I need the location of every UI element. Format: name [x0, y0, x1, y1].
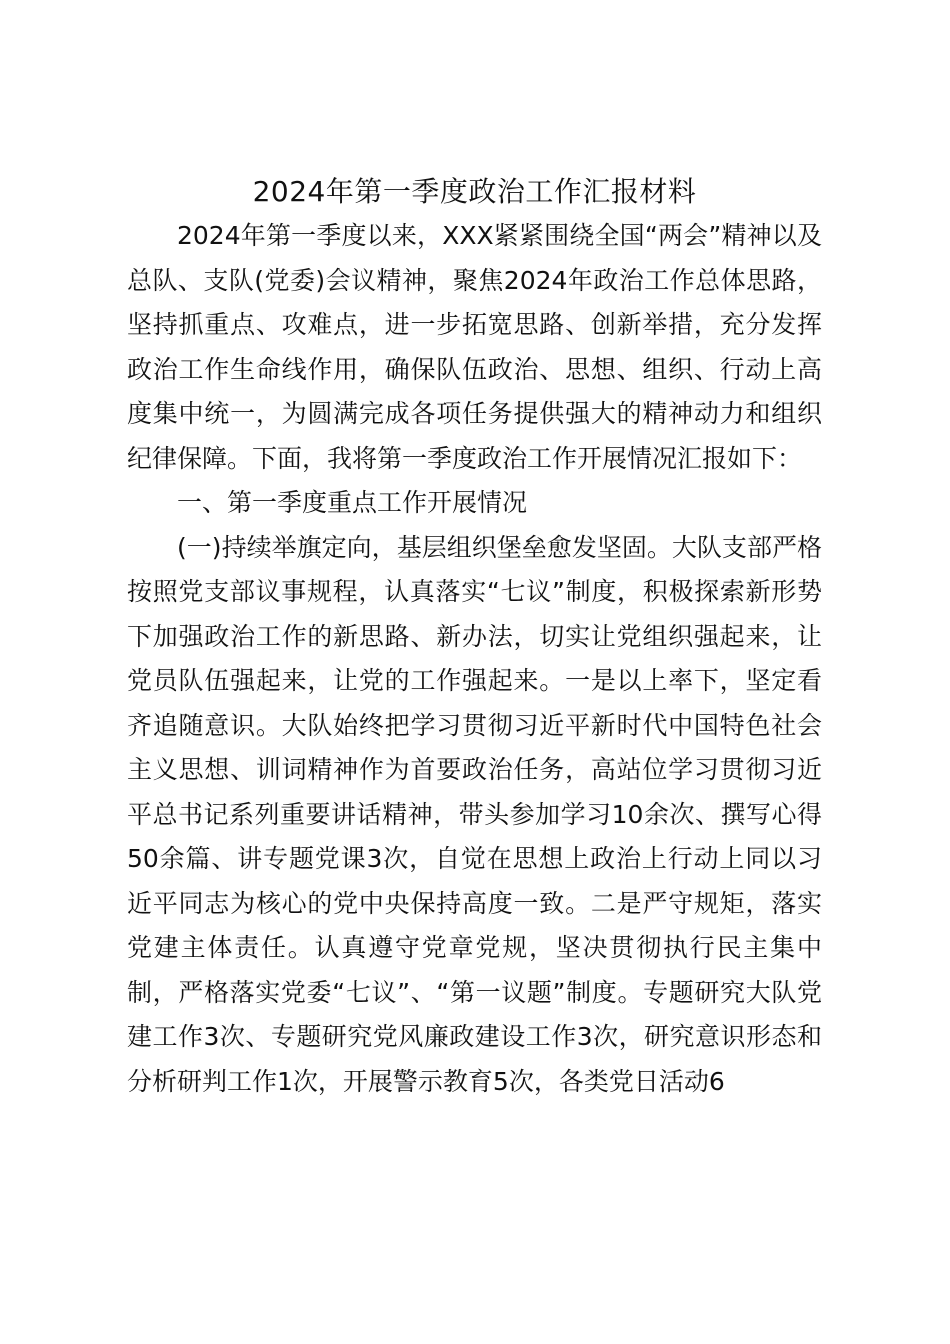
document-page	[127, 170, 822, 1104]
body-paragraph: (一)持续举旗定向，基层组织堡垒愈发坚固。大队支部严格按照党支部议事规程，认真落实“七议”制度，积极探索新形势下加强政治工作的新思路、新办法，切实让党组织强起来，让党员队伍强起来，让党的工作强起来。一是以上率下，坚定看齐追随意识。大队始终把学习贯彻习近平新时代中国特色社会主义思想、训词精神作为首要政治任务，高站位学习贯彻习近平总书记系列重要讲话精神，带头参加学习10余次、撰写心得50余篇、讲专题党课3次，自觉在思想上政治上行动上同以习近平同志为核心的党中央保持高度一致。二是严守规矩，落实党建主体责任。认真遵守党章党规，坚决贯彻执行民主集中制，严格落实党委“七议”、“第一议题”制度。专题研究大队党建工作3次、专题研究党风廉政建设工作3次，研究意识形态和分析研判工作1次，开展警示教育5次，各类党日活动6	[127, 532, 822, 1096]
intro-paragraph: 2024年第一季度以来，XXX紧紧围绕全国“两会”精神以及总队、支队(党委)会议精神，聚焦2024年政治工作总体思路，坚持抓重点、攻难点，进一步拓宽思路、创新举措，充分发挥政治工作生命线作用，确保队伍政治、思想、组织、行动上高度集中统一，为圆满完成各项任务提供强大的精神动力和组织纪律保障。下面，我将第一季度政治工作开展情况汇报如下：	[127, 221, 822, 473]
document-title: 2024年第一季度政治工作汇报材料	[252, 175, 697, 208]
section-heading: 一、第一季度重点工作开展情况	[177, 488, 528, 517]
